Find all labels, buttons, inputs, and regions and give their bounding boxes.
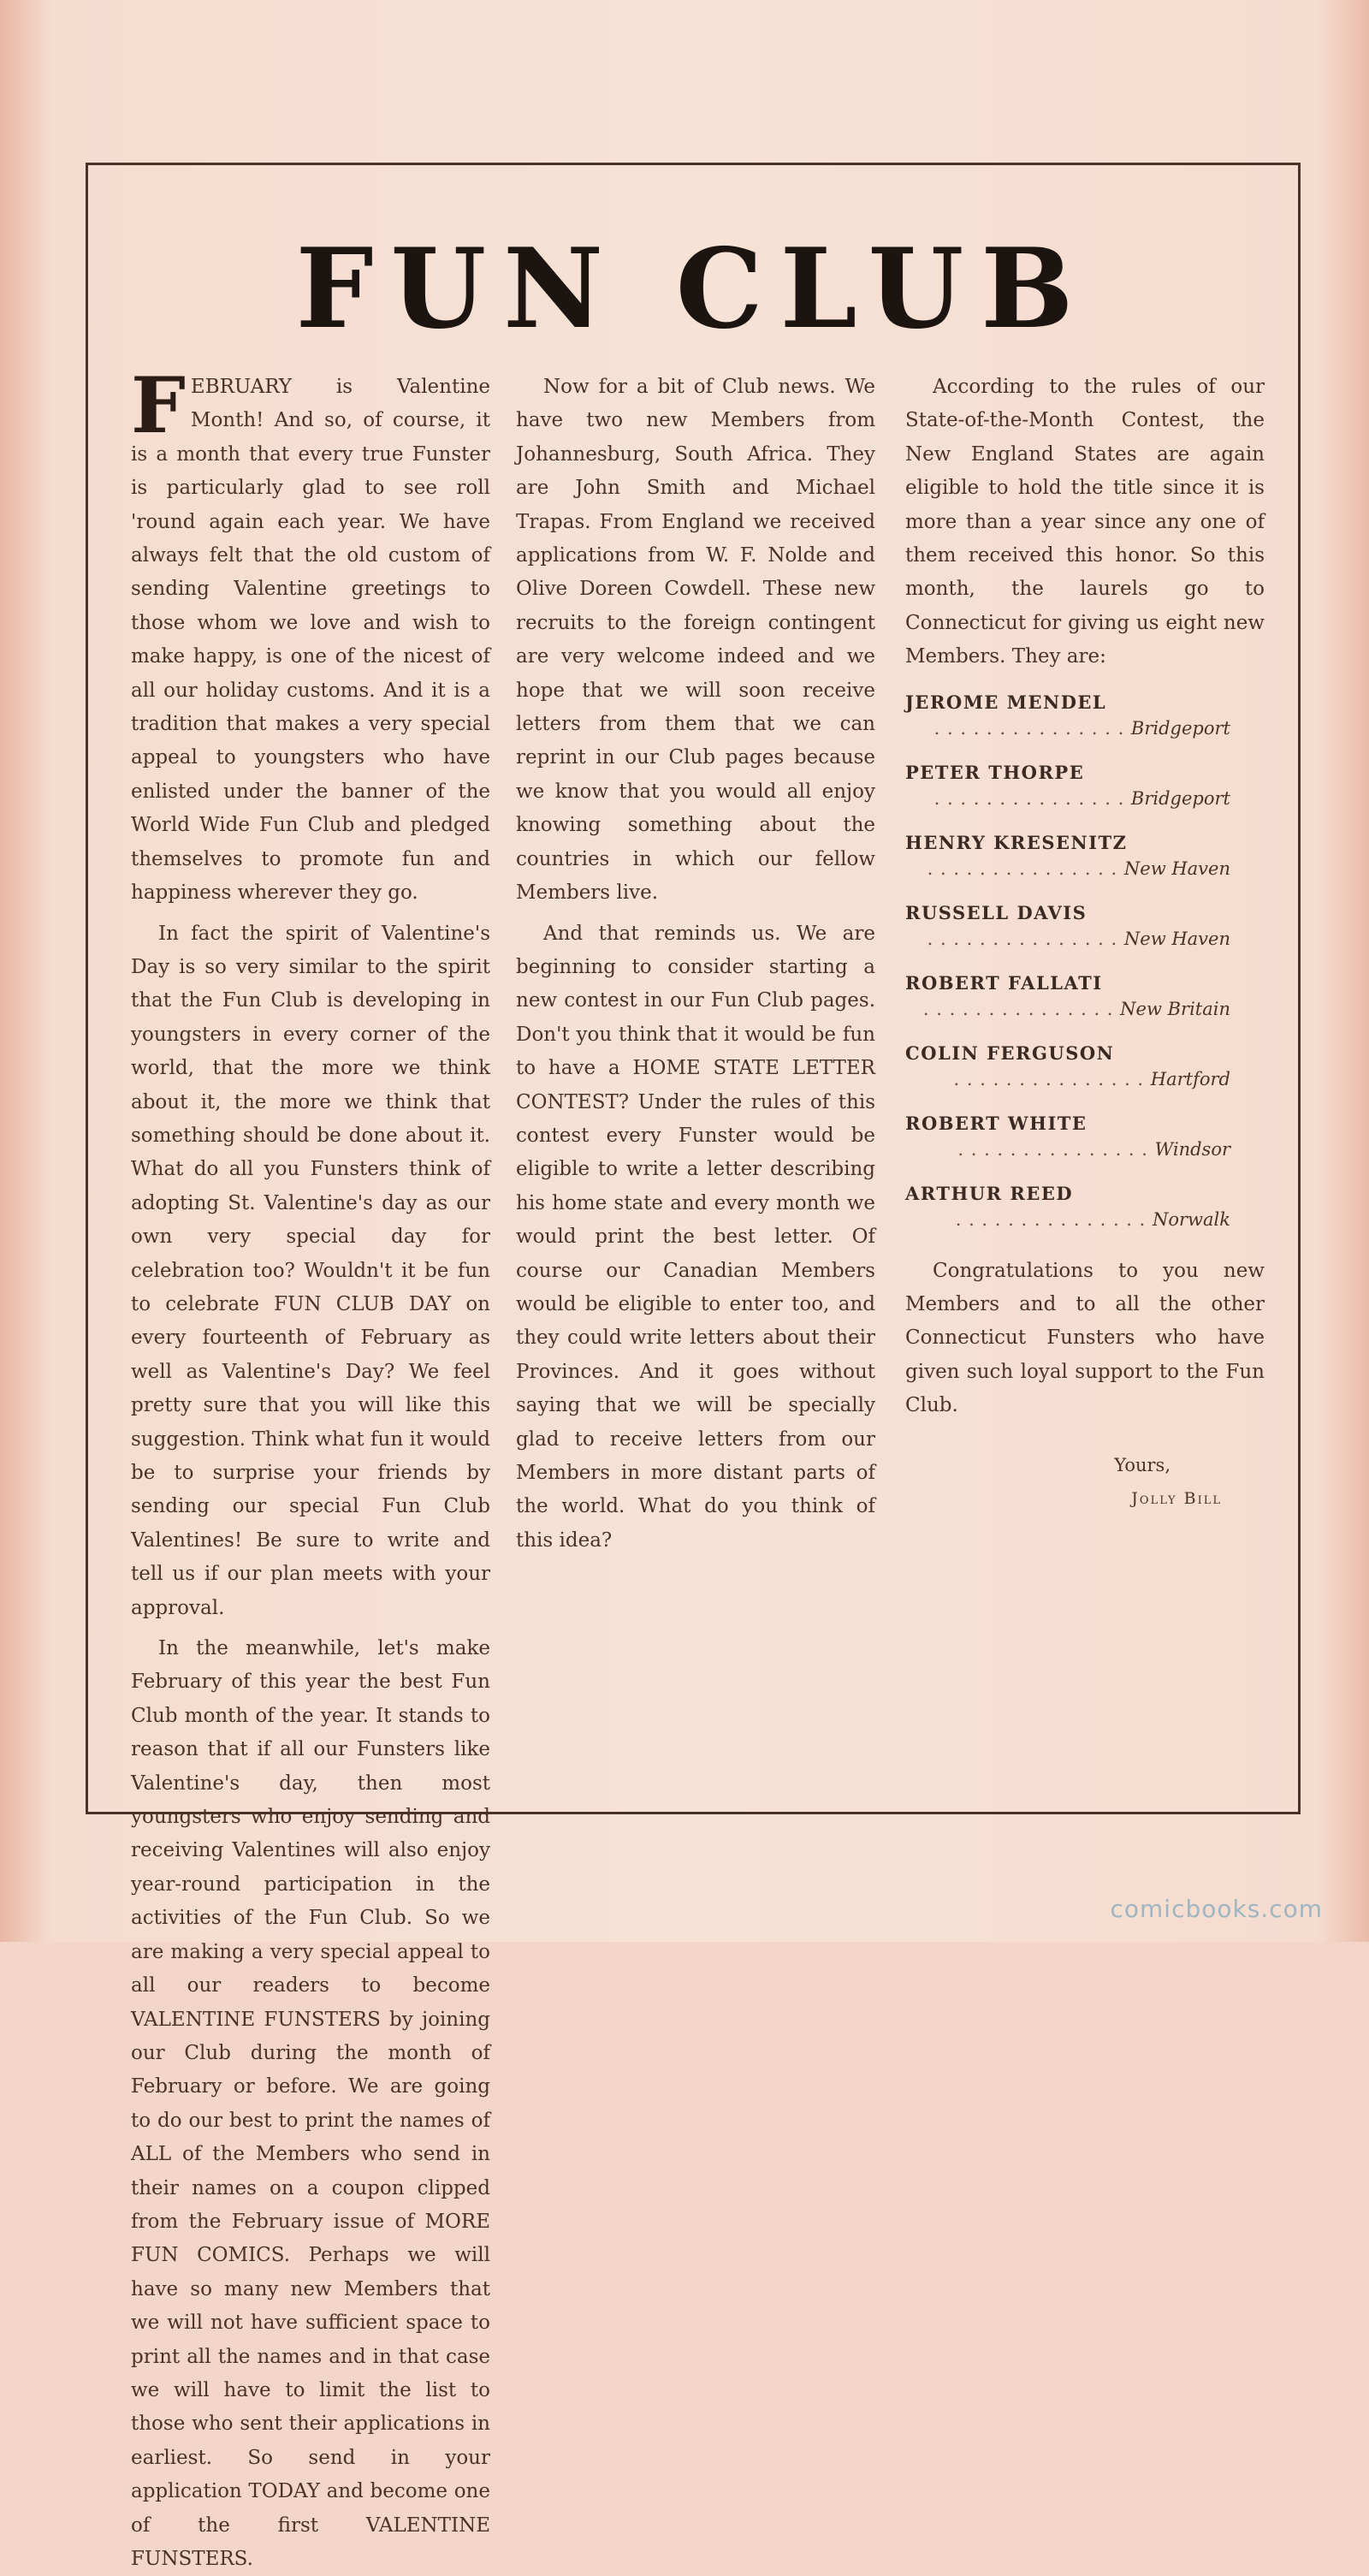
member-town: . . . Hartford: [905, 1066, 1265, 1092]
member-name: JEROME MENDEL: [905, 691, 1107, 713]
member-name: HENRY KRESENITZ: [905, 831, 1128, 853]
member-town: . . . Norwalk: [905, 1207, 1265, 1232]
paragraph-1: [131, 360, 490, 911]
member-name: COLIN FERGUSON: [905, 1042, 1115, 1064]
member-list: [905, 690, 1265, 1232]
closing: Yours,: [1114, 1454, 1170, 1475]
paragraph-3: In the meanwhile, let's make February of this year the best Fun Club month of the year. It stands to reason that if all our Funsters like Valentine's day, then most youngsters who enjoy sending and receiving Valentines will also enjoy year-round participation in the activities of the Fun Club. So we are making a very special appeal to all our readers to become VALENTINE FUNSTERS by joining our Club during the month of February or before. We are going to do our best to print the names of ALL of the Members who send in their names on a coupon clipped from the February issue of MORE FUN COMICS. Perhaps we will have so many new Members that we will not have sufficient space to print all the names and in that case we will have to limit the list to those who sent their applications in earliest. So send in your application TODAY and become one of the first VALENTINE FUNSTERS.: [131, 1637, 490, 2570]
list-item: [905, 900, 1265, 952]
drop-cap: F: [131, 360, 186, 451]
paragraph-6: According to the rules of our State-of-the-Month Contest, the New England States are again eligible to hold the title since it is more than a year since any one of them received this honor. So this month, the laurels go to Connecticut for giving us eight new Members. They are:: [905, 376, 1265, 668]
member-name: RUSSELL DAVIS: [905, 901, 1087, 923]
column-1: [131, 360, 490, 2576]
signature: Jolly Bill: [1131, 1489, 1222, 1509]
member-name: ROBERT FALLATI: [905, 971, 1103, 994]
list-item: [905, 830, 1265, 881]
list-item: [905, 690, 1265, 741]
list-item: [905, 970, 1265, 1022]
list-item: [905, 1041, 1265, 1092]
paragraph-7: Congratulations to you new Members and to all the other Connecticut Funsters who have given such loyal support to the Fun Club.: [905, 1259, 1265, 1417]
list-item: [905, 1111, 1265, 1162]
member-town: . . . New Haven: [905, 926, 1265, 952]
member-name: PETER THORPE: [905, 761, 1085, 783]
member-town: . . . New Britain: [905, 996, 1265, 1022]
list-item: [905, 760, 1265, 811]
paragraph-2: In fact the spirit of Valentine's Day is so very similar to the spirit that the Fun Club is developing in youngsters in every corner of the world, that the more we think about it, the more we think that something should be done about it. What do all you Funsters think of adopting St. Valentine's day as our own very special day for celebration too? Wouldn't it be fun to celebrate FUN CLUB DAY on every fourteenth of February as well as Valentine's Day? We feel pretty sure that you will like this suggestion. Think what fun it would be to surprise your friends by sending our special Fun Club Valentines! Be sure to write and tell us if our plan meets with your approval.: [131, 922, 490, 1619]
member-name: ARTHUR REED: [905, 1182, 1074, 1204]
member-name: ROBERT WHITE: [905, 1112, 1087, 1134]
member-town: . . . New Haven: [905, 856, 1265, 881]
member-town: . . . Bridgeport: [905, 786, 1265, 811]
page-title: FUN CLUB: [295, 225, 1091, 353]
member-town: . . . Windsor: [905, 1137, 1265, 1162]
paragraph-5: And that reminds us. We are beginning to consider starting a new contest in our Fun Club pages. Don't you think that it would be fun to have a HOME STATE LETTER CONTEST? Under the rules of this contest every Funster would be eligible to write a letter describing his home state and every month we would print the best letter. Of course our Canadian Members would be eligible to enter too, and they could write letters about their Provinces. And it goes without saying that we will be specially glad to receive letters from our Members in more distant parts of the world. What do you think of this idea?: [516, 922, 875, 1552]
member-town: . . . Bridgeport: [905, 715, 1265, 741]
watermark: comicbooks.com: [1110, 1895, 1323, 1923]
column-3: [905, 371, 1265, 1517]
paragraph-4: Now for a bit of Club news. We have two new Members from Johannesburg, South Africa. They are John Smith and Michael Trapas. From England we received applications from W. F. Nolde and Olive Doreen Cowdell. These new recruits to the foreign contingent are very welcome indeed and we hope that we will soon receive letters from them that we can reprint in our Club pages because we know that you would all enjoy knowing something about the countries in which our fellow Members live.: [516, 376, 875, 905]
column-2: [516, 371, 875, 1558]
list-item: [905, 1181, 1265, 1232]
paragraph-1-text: EBRUARY is Valentine Month! And so, of course, it is a month that every true Funster is particularly glad to see roll 'round again each year. We have always felt that the old custom of sending Valentine greetings to those whom we love and wish to make happy, is one of the nicest of all our holiday customs. And it is a tradition that makes a very special appeal to youngsters who have enlisted under the banner of the World Wide Fun Club and pledged themselves to promote fun and happiness wherever they go.: [131, 376, 490, 905]
